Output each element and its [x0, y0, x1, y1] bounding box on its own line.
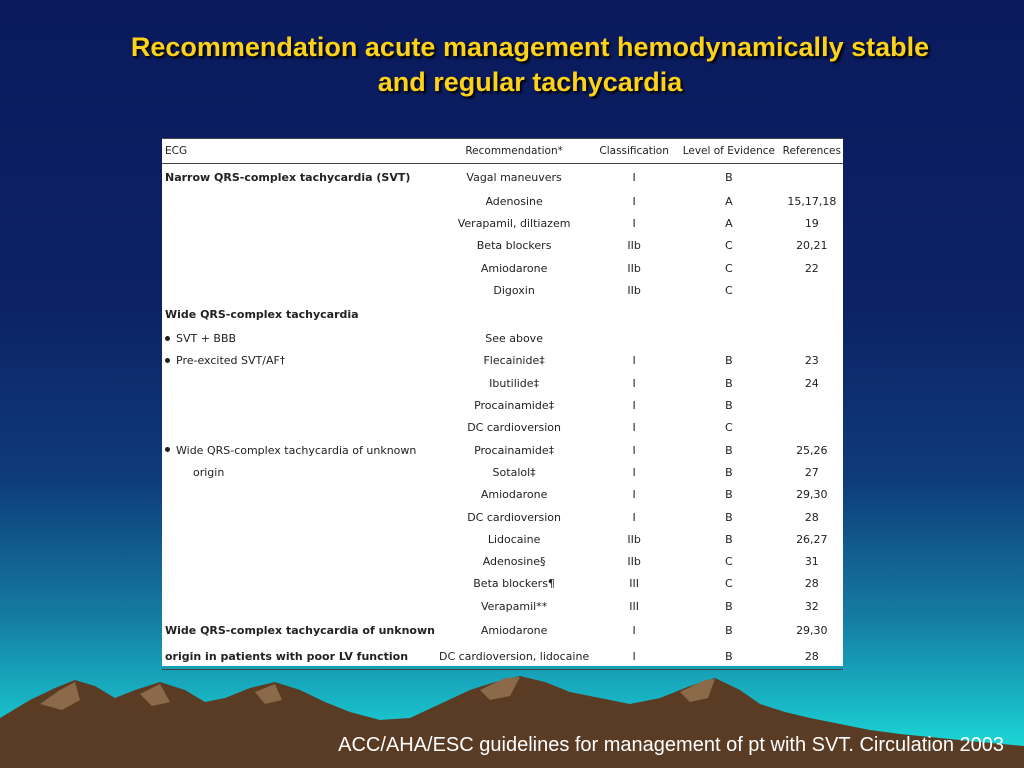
cell-recommendation: See above — [485, 332, 543, 346]
cell-ecg — [162, 506, 437, 528]
cell-level: B — [677, 643, 781, 670]
cell-classification: I — [632, 170, 636, 184]
cell-ecg — [162, 528, 437, 550]
cell-ecg — [162, 439, 437, 461]
cell-level: B — [725, 376, 733, 390]
cell-references — [781, 417, 843, 439]
cell-recommendation: Beta blockers¶ — [473, 577, 555, 591]
cell-classification: I — [632, 443, 636, 457]
table-row — [162, 573, 843, 595]
cell-level: C — [725, 261, 733, 275]
cell-references: 15,17,18 — [787, 194, 837, 208]
cell-ecg — [162, 372, 437, 394]
table-row — [162, 257, 843, 279]
cell-recommendation: Amiodarone — [480, 261, 548, 275]
cell-ecg-text: Pre-excited SVT/AF† — [176, 354, 286, 368]
table-row — [162, 506, 843, 528]
table-row — [162, 301, 843, 327]
cell-recommendation: Procainamide‡ — [474, 443, 555, 457]
cell-level: A — [725, 216, 733, 230]
cell-recommendation: Vagal maneuvers — [466, 170, 562, 184]
recommendation-table-panel — [162, 138, 843, 666]
table-row — [162, 235, 843, 257]
cell-recommendation: Digoxin — [493, 283, 535, 297]
cell-references: 20,21 — [796, 239, 828, 253]
cell-classification: I — [632, 216, 636, 230]
cell-ecg — [162, 190, 437, 212]
cell-recommendation: Verapamil, diltiazem — [457, 216, 571, 230]
cell-classification: IIb — [627, 261, 641, 275]
bullet-icon — [165, 358, 170, 363]
header-recommendation: Recommendation* — [437, 139, 591, 164]
cell-classification: I — [632, 194, 636, 208]
cell-recommendation: Flecainide‡ — [483, 354, 545, 368]
cell-ecg: Wide QRS-complex tachycardia — [165, 307, 359, 321]
cell-recommendation: Adenosine — [485, 194, 543, 208]
bullet-icon — [165, 336, 170, 341]
cell-classification — [591, 327, 677, 349]
cell-ecg — [162, 573, 437, 595]
cell-classification: IIb — [627, 555, 641, 569]
cell-references: 19 — [804, 216, 819, 230]
cell-classification: I — [632, 354, 636, 368]
cell-ecg — [162, 257, 437, 279]
cell-ecg — [162, 484, 437, 506]
table-row — [162, 595, 843, 617]
cell-ecg — [162, 550, 437, 572]
cell-level — [677, 301, 781, 327]
table-row — [162, 550, 843, 572]
header-level-of-evidence: Level of Evidence — [677, 139, 781, 164]
cell-classification: I — [632, 623, 636, 637]
cell-level: B — [725, 488, 733, 502]
cell-references: 32 — [804, 599, 819, 613]
cell-references: 28 — [804, 510, 819, 524]
cell-recommendation: Procainamide‡ — [474, 399, 555, 413]
cell-classification: I — [632, 421, 636, 435]
slide-title-line-2: and regular tachycardia — [377, 67, 683, 97]
cell-references: 26,27 — [796, 532, 828, 546]
cell-recommendation: Beta blockers — [476, 239, 552, 253]
cell-ecg: Wide QRS-complex tachycardia of unknown — [165, 623, 435, 637]
table-row — [162, 417, 843, 439]
cell-classification: I — [632, 399, 636, 413]
cell-ecg: Narrow QRS-complex tachycardia (SVT) — [165, 170, 411, 184]
cell-recommendation: Verapamil** — [480, 599, 548, 613]
cell-classification: I — [632, 465, 636, 479]
cell-ecg — [162, 461, 437, 483]
cell-ecg-text: Wide QRS-complex tachycardia of unknown — [176, 443, 417, 457]
cell-classification: I — [632, 488, 636, 502]
cell-level: B — [725, 354, 733, 368]
cell-recommendation: Amiodarone — [480, 623, 548, 637]
table-row — [162, 327, 843, 349]
footer-citation: ACC/AHA/ESC guidelines for management of pt with SVT. Circulation 2003 — [338, 734, 1004, 756]
cell-references: 28 — [781, 643, 843, 670]
cell-recommendation: Lidocaine — [487, 532, 541, 546]
cell-references: 24 — [804, 376, 819, 390]
table-row — [162, 643, 843, 670]
cell-classification: IIb — [627, 283, 641, 297]
table-row — [162, 439, 843, 461]
cell-level: C — [725, 555, 733, 569]
cell-references — [781, 327, 843, 349]
cell-recommendation: DC cardioversion, lidocaine — [437, 643, 591, 670]
cell-level: B — [725, 465, 733, 479]
cell-level: B — [725, 599, 733, 613]
cell-references: 29,30 — [796, 623, 828, 637]
cell-references — [781, 394, 843, 416]
table-row — [162, 279, 843, 301]
cell-classification: IIb — [627, 532, 641, 546]
cell-references: 29,30 — [796, 488, 828, 502]
cell-classification: III — [629, 599, 639, 613]
cell-recommendation: Adenosine§ — [482, 555, 546, 569]
cell-level: B — [725, 623, 733, 637]
table-row — [162, 461, 843, 483]
cell-recommendation: Amiodarone — [480, 488, 548, 502]
table-row — [162, 190, 843, 212]
cell-ecg — [162, 417, 437, 439]
header-references: References — [781, 139, 843, 164]
cell-ecg-text: origin — [193, 465, 225, 479]
table-row — [162, 212, 843, 234]
table-row — [162, 484, 843, 506]
cell-references: 22 — [804, 261, 819, 275]
cell-references: 23 — [804, 354, 819, 368]
recommendation-table — [162, 138, 843, 670]
cell-classification: I — [632, 510, 636, 524]
cell-classification: IIb — [627, 239, 641, 253]
cell-ecg-text: SVT + BBB — [176, 332, 237, 346]
cell-level: C — [725, 239, 733, 253]
cell-classification: I — [591, 643, 677, 670]
cell-ecg: origin in patients with poor LV function — [162, 643, 437, 670]
table-row — [162, 350, 843, 372]
cell-recommendation: Sotalol‡ — [492, 465, 536, 479]
cell-classification: III — [629, 577, 639, 591]
cell-ecg — [162, 595, 437, 617]
cell-ecg — [162, 394, 437, 416]
cell-ecg — [162, 327, 437, 349]
cell-level: B — [725, 443, 733, 457]
cell-level: A — [725, 194, 733, 208]
table-row — [162, 394, 843, 416]
table-header-row — [162, 139, 843, 164]
cell-level — [677, 327, 781, 349]
cell-level: B — [725, 399, 733, 413]
table-row — [162, 528, 843, 550]
cell-recommendation: Ibutilide‡ — [489, 376, 540, 390]
cell-level: B — [725, 510, 733, 524]
cell-ecg — [162, 279, 437, 301]
cell-level: B — [725, 170, 733, 184]
cell-references: 25,26 — [796, 443, 828, 457]
cell-level: C — [725, 421, 733, 435]
cell-level: C — [725, 283, 733, 297]
cell-references — [781, 301, 843, 327]
slide-title-line-1: Recommendation acute management hemodynamically stable — [130, 32, 930, 62]
table-row — [162, 164, 843, 191]
cell-recommendation: DC cardioversion — [467, 421, 562, 435]
cell-level: B — [725, 532, 733, 546]
cell-recommendation: DC cardioversion — [467, 510, 562, 524]
cell-ecg — [162, 212, 437, 234]
table-row — [162, 372, 843, 394]
header-ecg: ECG — [162, 139, 437, 164]
cell-references — [781, 164, 843, 191]
cell-ecg — [162, 350, 437, 372]
cell-level: C — [725, 577, 733, 591]
slide-title — [40, 30, 1020, 100]
header-classification: Classification — [591, 139, 677, 164]
cell-references: 31 — [804, 555, 819, 569]
cell-ecg — [162, 235, 437, 257]
cell-references — [781, 279, 843, 301]
cell-recommendation — [437, 301, 591, 327]
table-row — [162, 617, 843, 643]
cell-classification — [591, 301, 677, 327]
cell-references: 28 — [804, 577, 819, 591]
cell-classification: I — [632, 376, 636, 390]
bullet-icon — [165, 447, 170, 452]
cell-references: 27 — [804, 465, 819, 479]
